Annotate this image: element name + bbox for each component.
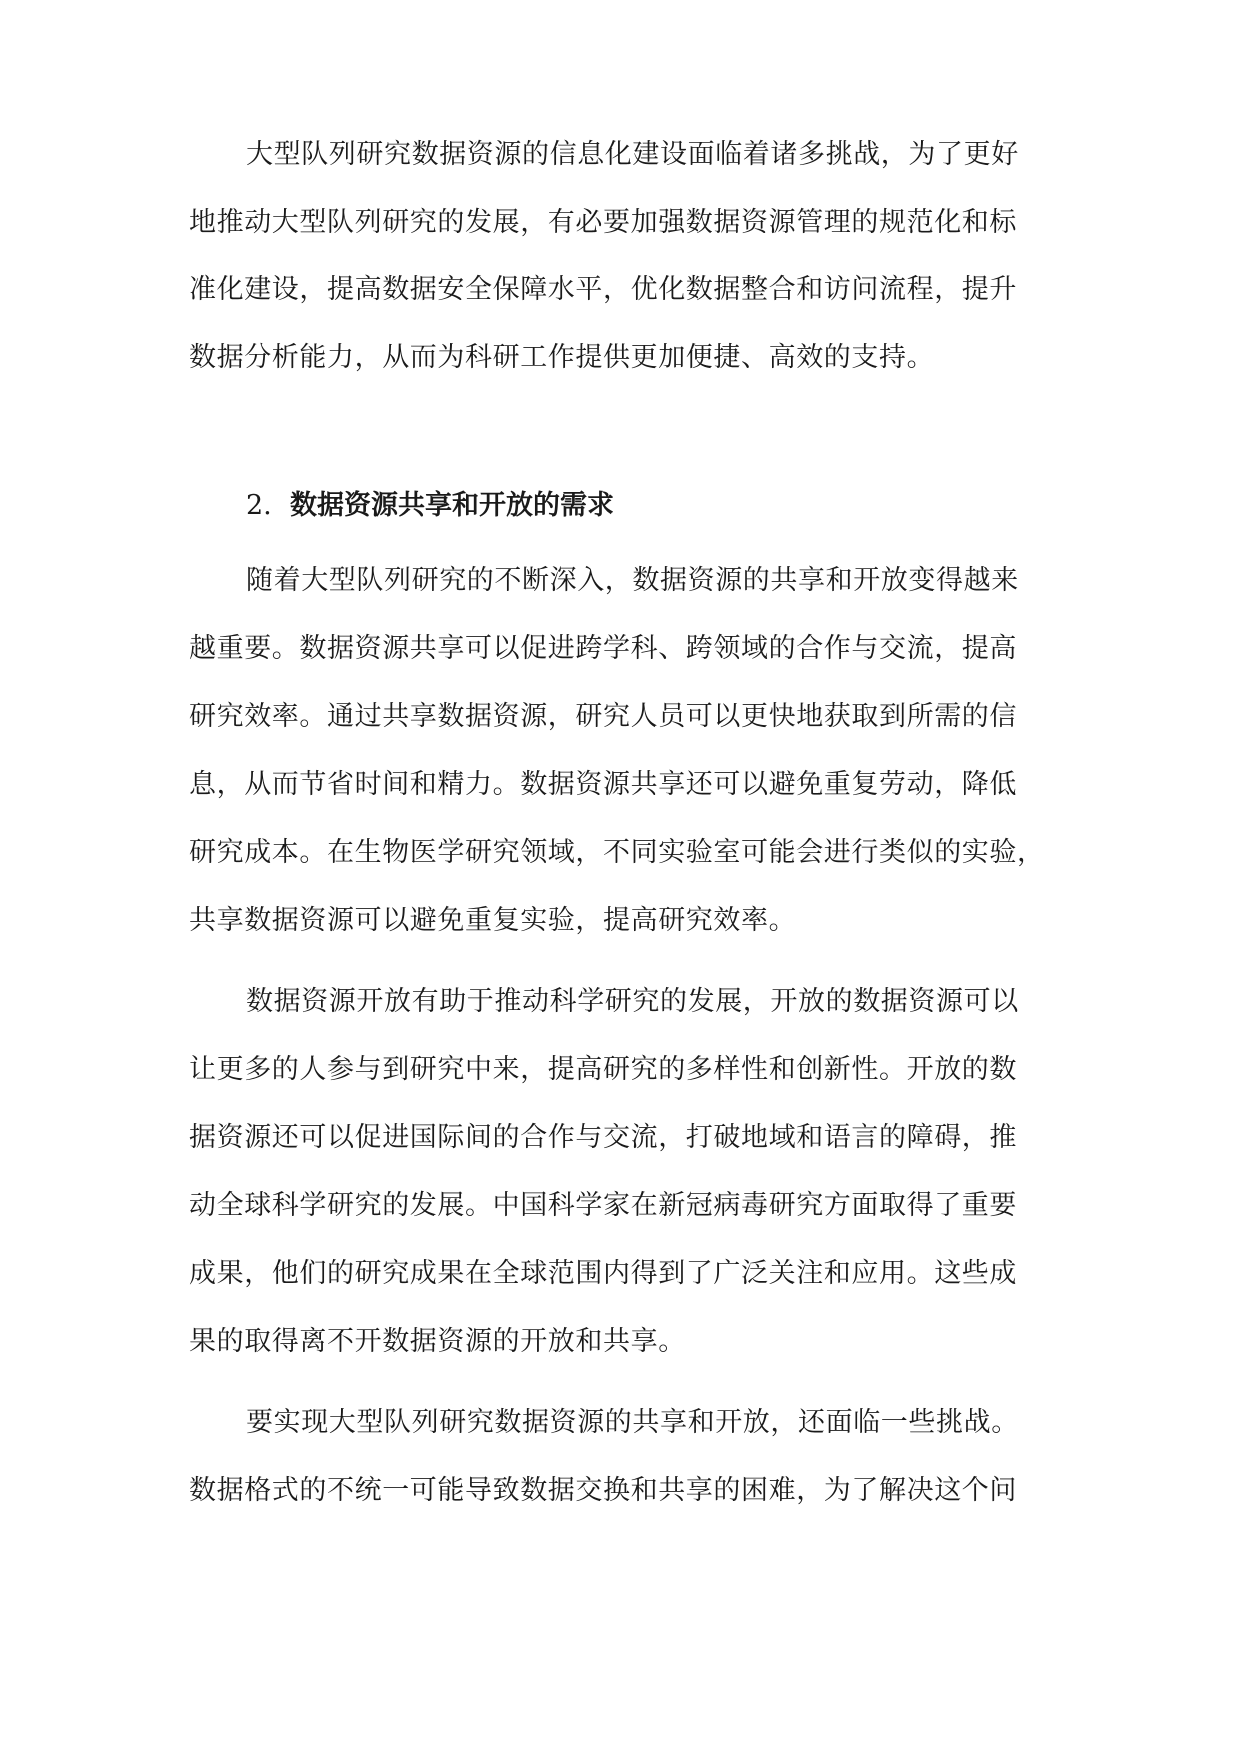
- paragraph-2-line-2: 越重要。数据资源共享可以促进跨学科、跨领域的合作与交流，提高: [189, 633, 1017, 664]
- paragraph-3-line-1: 数据资源开放有助于推动科学研究的发展，开放的数据资源可以: [246, 986, 1019, 1017]
- paragraph-2-line-1: 随着大型队列研究的不断深入，数据资源的共享和开放变得越来: [246, 565, 1019, 596]
- section-heading: [246, 486, 614, 526]
- paragraph-2-line-5: 研究成本。在生物医学研究领域，不同实验室可能会进行类似的实验，: [189, 837, 1045, 868]
- paragraph-4-line-1: 要实现大型队列研究数据资源的共享和开放，还面临一些挑战。: [246, 1407, 1019, 1438]
- paragraph-3-line-2: 让更多的人参与到研究中来，提高研究的多样性和创新性。开放的数: [189, 1054, 1017, 1085]
- paragraph-3-line-6: 果的取得离不开数据资源的开放和共享。: [189, 1326, 686, 1357]
- paragraph-3-line-4: 动全球科学研究的发展。中国科学家在新冠病毒研究方面取得了重要: [189, 1190, 1017, 1221]
- paragraph-4-line-2: 数据格式的不统一可能导致数据交换和共享的困难，为了解决这个问: [189, 1475, 1017, 1506]
- paragraph-1-line-3: 准化建设，提高数据安全保障水平，优化数据整合和访问流程，提升: [189, 274, 1017, 305]
- paragraph-2-line-4: 息，从而节省时间和精力。数据资源共享还可以避免重复劳动，降低: [189, 769, 1017, 800]
- paragraph-1-line-4: 数据分析能力，从而为科研工作提供更加便捷、高效的支持。: [189, 342, 935, 373]
- section-title: 数据资源共享和开放的需求: [290, 490, 614, 521]
- paragraph-3-line-3: 据资源还可以促进国际间的合作与交流，打破地域和语言的障碍，推: [189, 1122, 1017, 1153]
- paragraph-2-line-3: 研究效率。通过共享数据资源，研究人员可以更快地获取到所需的信: [189, 701, 1017, 732]
- paragraph-2-line-6: 共享数据资源可以避免重复实验，提高研究效率。: [189, 905, 797, 936]
- paragraph-1-line-1: 大型队列研究数据资源的信息化建设面临着诸多挑战，为了更好: [246, 139, 1019, 170]
- paragraph-1-line-2: 地推动大型队列研究的发展，有必要加强数据资源管理的规范化和标: [189, 207, 1017, 238]
- section-number: 2.: [246, 490, 272, 521]
- paragraph-3-line-5: 成果，他们的研究成果在全球范围内得到了广泛关注和应用。这些成: [189, 1258, 1017, 1289]
